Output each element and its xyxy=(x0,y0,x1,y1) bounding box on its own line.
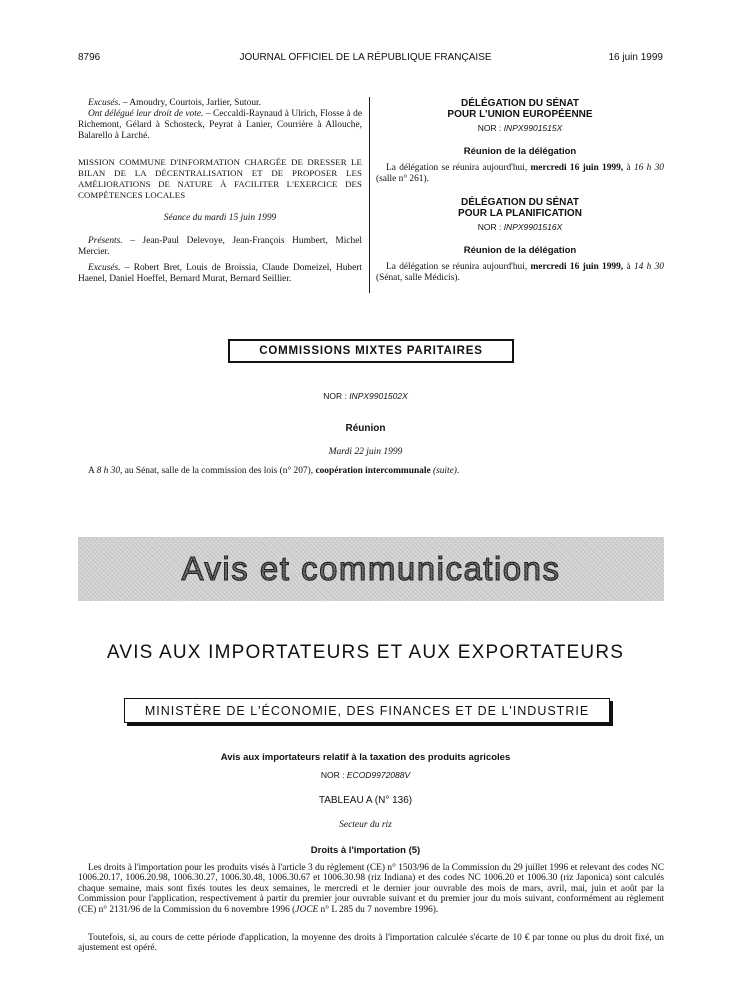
presents-paragraph xyxy=(78,236,362,258)
presents-label: Présents. xyxy=(88,236,123,246)
delegation-europe-reunion: Réunion de la délégation xyxy=(463,146,577,157)
excuses-paragraph xyxy=(78,98,362,109)
mission-title: MISSION COMMUNE D'INFORMATION CHARGÉE DE DRESSER LE BILAN DE LA DÉCENTRALISATION ET DE PROPOSER LES AMÉLIORATIONS DE NATURE À FACILITER L'EXERCICE DES COMPÉTENCES LOCALES xyxy=(78,157,362,200)
commissions-nor xyxy=(0,391,731,401)
delegation-europe-text xyxy=(376,163,664,185)
right-column xyxy=(376,98,664,284)
line-g: . xyxy=(456,466,460,476)
ministere-title: MINISTÈRE DE L'ÉCONOMIE, DES FINANCES ET DE L'INDUSTRIE xyxy=(144,703,590,718)
delegation-plan-reunion: Réunion de la délégation xyxy=(463,245,577,256)
line-c: au Sénat, salle de la commission des lois (n° 207), xyxy=(122,466,316,476)
delegation-vote-paragraph xyxy=(78,109,362,142)
delegation-plan-title-line2: POUR LA PLANIFICATION xyxy=(458,208,582,219)
para1-a: Les droits à l'importation pour les produits visés à l'article 3 du règlement (CE) n° 1503/96 de la Commission du 29 juillet 1996 et relevant des codes NC 1006.20.17, 1006.20.98, 1006.30.27, 1006.30.48, 1006.30.67 et 1006.30.98 (riz Indiana) et des codes NC 1006.20 et 1006.30 (riz Japonica) sont calculés chaque semaine, mais sont fixés toutes les deux semaines, le mercredi et le dernier jour ouvrable des mois de mars, avril, mai, juin et août par la Commission pour l'application, respectivement à partir du premier jour ouvrable suivant et du premier jour du mois suivant, conformément au règlement (CE) n° 2131/96 de la Commission du 6 novembre 1996 ( xyxy=(78,863,664,915)
line-a: A xyxy=(88,466,97,476)
line-b: 8 h 30, xyxy=(96,466,123,476)
page-number: 8796 xyxy=(78,52,101,63)
delegation-europe-nor xyxy=(376,123,664,134)
excuses-text: – Amoudry, Courtois, Jarlier, Sutour. xyxy=(120,98,261,108)
header-date: 16 juin 1999 xyxy=(608,52,663,63)
left-column xyxy=(78,98,362,285)
nor-prefix: NOR : xyxy=(477,222,504,232)
nor-prefix: NOR : xyxy=(477,123,504,133)
notice-paragraph-2: Toutefois, si, au cours de cette période d'application, la moyenne des droits à l'importation calculée s'écarte de 10 € par tonne ou plus du droit fixé, un ajustement est opéré. xyxy=(78,933,664,954)
del2-text-c: à xyxy=(623,262,634,272)
commissions-reunion: Réunion xyxy=(345,423,386,434)
presents-text: – Jean-Paul Delevoye, Jean-François Humbert, Michel Mercier. xyxy=(78,236,362,257)
commissions-box xyxy=(228,339,514,363)
nor-code: ECOD9972088V xyxy=(346,770,411,780)
notice-nor xyxy=(0,770,731,780)
delegation-europe-title-line1: DÉLÉGATION DU SÉNAT xyxy=(461,98,579,109)
del2-text-a: La délégation se réunira aujourd'hui, xyxy=(386,262,531,272)
del2-text-d: 14 h 30 xyxy=(633,262,664,272)
avis-importateurs-heading: AVIS AUX IMPORTATEURS ET AUX EXPORTATEURS xyxy=(106,642,625,663)
commissions-title: COMMISSIONS MIXTES PARITAIRES xyxy=(259,345,483,357)
nor-code: INPX9901516X xyxy=(503,222,563,232)
seance-date: Séance du mardi 15 juin 1999 xyxy=(163,213,277,223)
commissions-line xyxy=(88,466,658,476)
del2-text-e: (Sénat, salle Médicis). xyxy=(376,273,460,283)
column-divider xyxy=(369,97,370,293)
tableau-heading: TABLEAU A (N° 136) xyxy=(318,795,413,806)
droits-heading: Droits à l'importation (5) xyxy=(310,845,421,856)
avis-communications-banner xyxy=(78,537,664,601)
del1-text-d: 16 h 30 xyxy=(633,163,664,173)
notice-paragraph-1 xyxy=(78,863,664,915)
del1-text-b: mercredi 16 juin 1999, xyxy=(530,163,624,173)
del1-text-c: à xyxy=(623,163,634,173)
delegation-plan-text xyxy=(376,262,664,284)
nor-code: INPX9901502X xyxy=(349,391,408,401)
commissions-date: Mardi 22 juin 1999 xyxy=(328,447,403,457)
nor-code: INPX9901515X xyxy=(503,123,563,133)
delegue-label: Ont délégué leur droit de vote. xyxy=(88,109,204,119)
secteur-heading: Secteur du riz xyxy=(339,820,392,830)
nor-prefix: NOR : xyxy=(323,391,350,401)
excuses2-paragraph xyxy=(78,263,362,285)
delegue-text: – Ceccaldi-Raynaud à Ulrich, Flosse à de Richemont, Gélard à Schosteck, Peyrat à Lanier, Courrière à Allouche, Balarello à Larché. xyxy=(78,109,362,141)
del1-text-e: (salle n° 261). xyxy=(376,174,429,184)
delegation-plan-nor xyxy=(376,222,664,233)
para1-joce: JOCE xyxy=(295,904,319,915)
line-d: coopération intercommunale xyxy=(315,466,431,476)
excuses-label: Excusés. xyxy=(88,98,121,108)
line-f: (suite) xyxy=(432,466,457,476)
excuses2-label: Excusés. xyxy=(88,263,121,273)
delegation-europe-title-line2: POUR L'UNION EUROPÉENNE xyxy=(447,109,593,120)
notice-title: Avis aux importateurs relatif à la taxation des produits agricoles xyxy=(220,752,511,763)
excuses2-text: – Robert Bret, Louis de Broissia, Claude Domeizel, Hubert Haenel, Daniel Hoeffel, Bernard Murat, Bernard Seillier. xyxy=(78,263,362,284)
journal-title: JOURNAL OFFICIEL DE LA RÉPUBLIQUE FRANÇAISE xyxy=(239,52,492,63)
banner-title: Avis et communications xyxy=(181,550,561,587)
del2-text-b: mercredi 16 juin 1999, xyxy=(530,262,624,272)
nor-prefix: NOR : xyxy=(320,770,347,780)
para1-b: n° L 285 du 7 novembre 1996). xyxy=(318,904,439,915)
ministere-box xyxy=(124,698,610,723)
del1-text-a: La délégation se réunira aujourd'hui, xyxy=(386,163,531,173)
delegation-plan-title-line1: DÉLÉGATION DU SÉNAT xyxy=(461,197,579,208)
